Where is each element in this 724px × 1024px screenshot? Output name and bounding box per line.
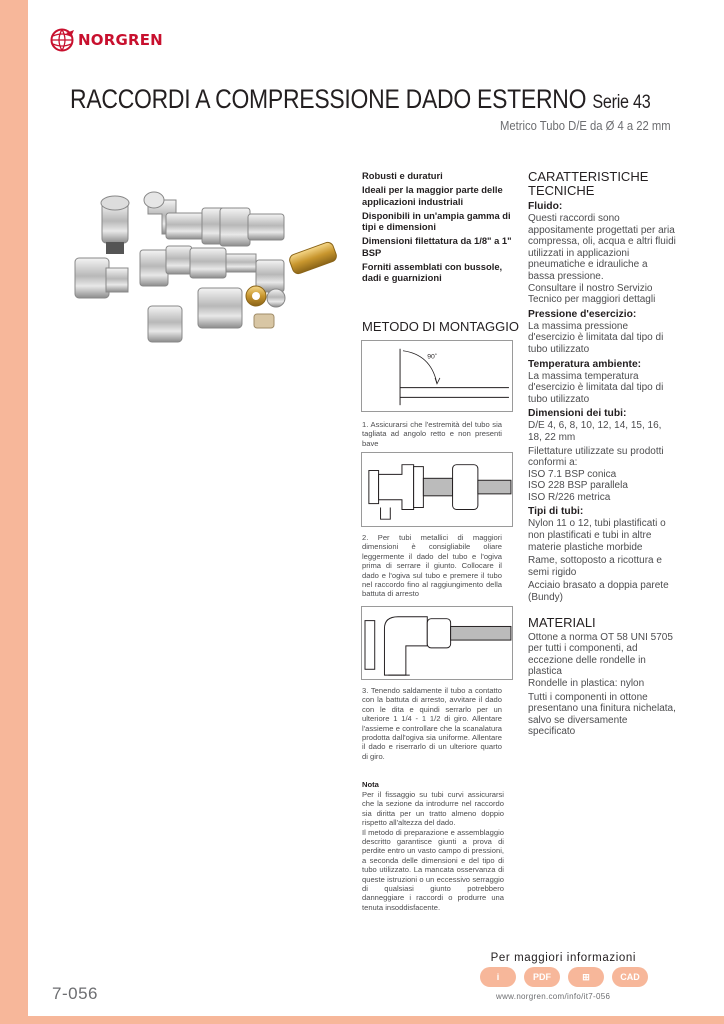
feature-item: Ideali per la maggior parte delle applicazioni industriali	[362, 184, 503, 207]
fitting-bottom	[148, 286, 285, 342]
thread-standard: ISO 7.1 BSP conica	[528, 468, 617, 480]
note-paragraph: Per il fissaggio su tubi curvi assicurarsi che la sezione da introdurre nel raccordo sia diritta per un tratto almeno doppio rispetto all'altezza del dado.	[362, 790, 504, 828]
fitting-straight-b	[220, 208, 284, 246]
page-subtitle: Metrico Tubo D/E da Ø 4 a 22 mm	[500, 119, 671, 133]
more-info-heading: Per maggiori informazioni	[490, 952, 636, 964]
method-title: METODO DI MONTAGGIO	[362, 319, 519, 334]
material-item: Rondelle in plastica: nylon	[528, 678, 645, 689]
temperature-text: La massima temperatura d'esercizio è limitata dal tipo di tubo utilizzato	[528, 370, 664, 405]
title-series: Serie 43	[592, 92, 651, 113]
pdf-button[interactable]: PDF	[524, 967, 560, 987]
feature-item: Robusti e duraturi	[362, 170, 443, 181]
side-color-stripe	[0, 0, 28, 1024]
step-3-text: 3. Tenendo saldamente il tubo a contatto con la battuta di arresto, avvitare il dado con le dita e quindi serrarlo per un ulteriore 1 1/4 - 1 1/2 di giro. Allentare l'assieme e controllare che la scanalatura prodotta dall'ogiva sia uniforme. Allentare il dado e riserrarlo di un ulteriore quarto di giro.	[362, 686, 502, 761]
title-main: RACCORDI A COMPRESSIONE DADO ESTERNO	[70, 84, 587, 114]
feature-item: Disponibili in un'ampia gamma di tipi e dimensioni	[362, 209, 511, 233]
info-button[interactable]: i	[480, 967, 516, 987]
page-title	[70, 84, 650, 115]
fluid-note: Consultare il nostro Servizio Tecnico per maggiori dettagli	[528, 282, 656, 306]
fitting-tee	[101, 196, 129, 254]
specs-column	[528, 170, 676, 738]
note-paragraph: Il metodo di preparazione e assemblaggio descritto garantisce giunti a prova di perdite entro un vasto campo di pressioni, a seconda delle dimensioni e del tipo di tubo utilizzato. La mancata osservanza di queste istruzioni o un eccessivo serraggio di qualsiasi giunto potrebbero danneggiare i raccordi o produrre una tenuta insoddisfacente.	[362, 827, 504, 912]
thread-standard: ISO 228 BSP parallela	[528, 480, 628, 492]
fitting-adapter	[190, 248, 284, 292]
tube-type: Acciaio brasato a doppia parete (Bundy)	[528, 580, 669, 604]
note-block	[362, 780, 504, 912]
dimensions-text: D/E 4, 6, 8, 10, 12, 14, 15, 16, 18, 22 mm	[528, 420, 662, 443]
material-item: Tutti i componenti in ottone presentano una finitura nichelata, salvo se diversamente specificato	[528, 691, 676, 738]
catalogue-button[interactable]: ⊞	[568, 967, 604, 987]
norgren-globe-icon	[50, 28, 76, 52]
specs-title: CARATTERISTICHE TECNICHE	[528, 169, 649, 198]
tube-types-heading: Tipi di tubi:	[528, 506, 584, 518]
info-url[interactable]: www.norgren.com/info/it7-056	[496, 992, 611, 1001]
tube-type: Nylon 11 o 12, tubi plastificati o non plastificati e tubi in altre materie plastiche morbide	[528, 518, 666, 553]
fitting-brass-insert	[288, 241, 338, 276]
feature-item: Forniti assemblati con bussole, dadi e guarnizioni	[362, 261, 503, 284]
step-2-text: 2. Per tubi metallici di maggiori dimensioni è consigliabile oliare leggermente il dado del tubo e l'ogiva prima di serrare il giunto. Collocare il dado e l'ogiva sul tubo e premere il tubo nel raccordo fino al raggiungimento della battuta di arresto	[362, 533, 502, 599]
diagram-cut-tube	[361, 340, 513, 412]
brand-name: NORGREN	[78, 31, 163, 49]
norgren-logo	[50, 28, 163, 52]
temperature-heading: Temperatura ambiente:	[528, 358, 642, 370]
threads-text: Filettature utilizzate su prodotti conformi a:	[528, 445, 664, 469]
angle-label: 90˚	[427, 353, 438, 361]
page-number: 7-056	[52, 984, 98, 1003]
diagram-tighten-nut	[361, 606, 513, 680]
info-button-row	[480, 967, 648, 987]
thread-standard: ISO R/226 metrica	[528, 491, 611, 503]
pressure-text: La massima pressione d'esercizio è limitata dal tipo di tubo utilizzato	[528, 320, 664, 355]
features-list	[362, 170, 514, 287]
feature-item: Dimensioni filettatura da 1/8" a 1" BSP	[362, 235, 512, 258]
step-1-text: 1. Assicurarsi che l'estremità del tubo sia tagliata ad angolo retto e non presenti bave	[362, 420, 502, 448]
tube-type: Rame, sottoposto a ricottura e semi rigido	[528, 555, 662, 578]
cad-button[interactable]: CAD	[612, 967, 648, 987]
fluid-heading: Fluido:	[528, 201, 563, 212]
materials-title: MATERIALI	[528, 614, 596, 630]
fluid-text: Questi raccordi sono appositamente progettati per aria compressa, oli, acqua e altri fluidi utilizzati in applicazioni pneumatiche e idrauliche a bassa pressione.	[528, 213, 676, 282]
pressure-heading: Pressione d'esercizio:	[528, 308, 637, 320]
note-heading: Nota	[362, 780, 379, 789]
fitting-elbow-small	[140, 246, 192, 286]
diagram-insert-tube	[361, 452, 513, 527]
bottom-color-stripe	[0, 1016, 724, 1024]
fitting-nut-left	[75, 258, 128, 298]
material-item: Ottone a norma OT 58 UNI 5705 per tutti i componenti, ad eccezione delle rondelle in plastica	[528, 631, 673, 678]
product-photo	[70, 178, 352, 348]
dimensions-heading: Dimensioni dei tubi:	[528, 408, 627, 420]
